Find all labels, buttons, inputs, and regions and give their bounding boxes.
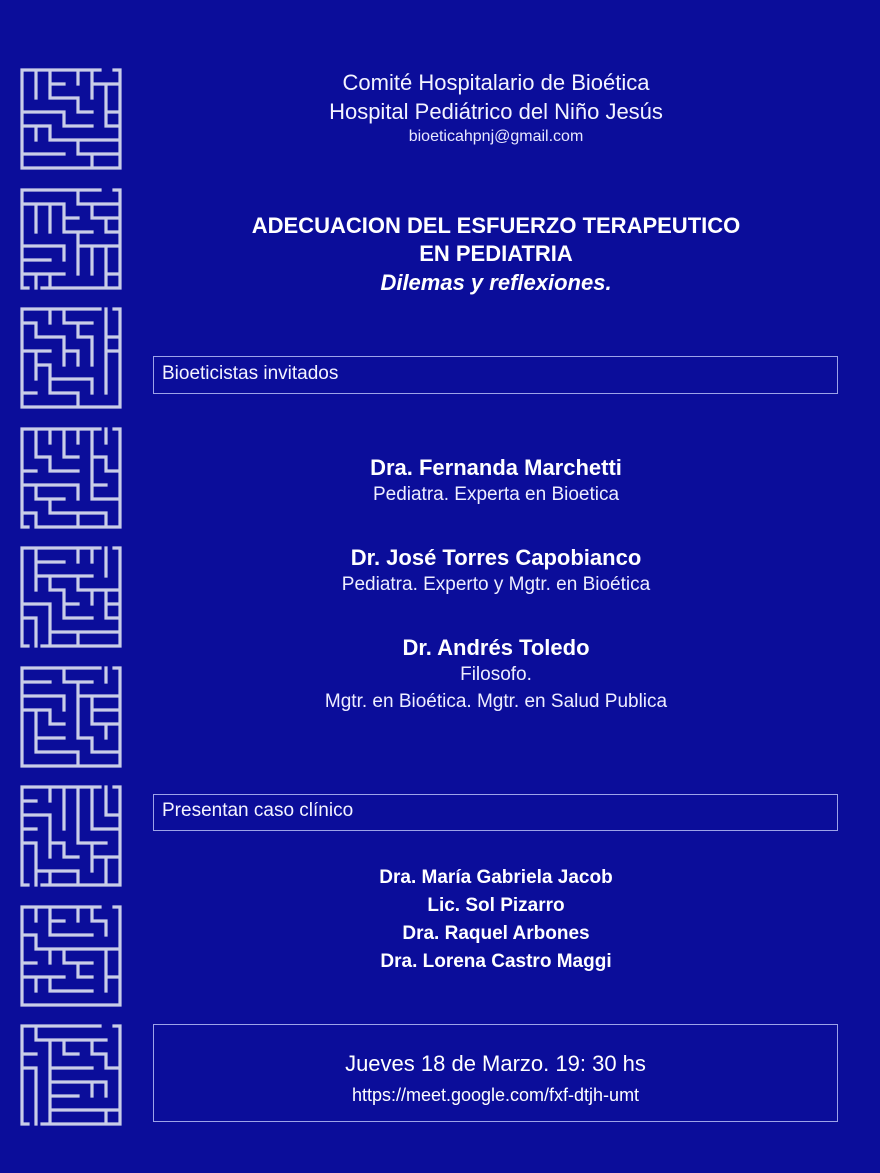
maze-tile-icon xyxy=(20,905,122,1007)
speaker-name: Dr. José Torres Capobianco xyxy=(350,545,642,570)
presenter: Lic. Sol Pizarro xyxy=(427,895,565,916)
maze-tile-icon xyxy=(20,188,122,290)
maze-tile-icon xyxy=(20,1024,122,1126)
header-block xyxy=(150,68,842,126)
presenter: Dra. María Gabriela Jacob xyxy=(379,867,613,888)
maze-tile-icon xyxy=(20,666,122,768)
speaker-role: Pediatra. Experto y Mgtr. en Bioética xyxy=(341,574,651,595)
event-title-line1: ADECUACION DEL ESFUERZO TERAPEUTICO xyxy=(251,213,741,238)
speaker-name: Dr. Andrés Toledo xyxy=(402,635,590,660)
speaker-2 xyxy=(150,545,842,598)
schedule-box xyxy=(153,1024,838,1122)
speaker-role: Filosofo. xyxy=(460,664,532,685)
speaker-1 xyxy=(150,455,842,508)
speaker-role-secondary: Mgtr. en Bioética. Mgtr. en Salud Publica xyxy=(324,691,668,712)
speaker-3 xyxy=(150,635,842,715)
maze-tile-icon xyxy=(20,785,122,887)
speaker-name: Dra. Fernanda Marchetti xyxy=(370,455,622,480)
event-date: Jueves 18 de Marzo. 19: 30 hs xyxy=(345,1051,646,1076)
guests-section-box xyxy=(153,356,838,394)
event-title-line2: EN PEDIATRIA xyxy=(419,241,573,266)
presenter: Dra. Raquel Arbones xyxy=(402,923,590,944)
event-title xyxy=(150,212,842,268)
presenter: Dra. Lorena Castro Maggi xyxy=(380,951,612,972)
meeting-link[interactable]: https://meet.google.com/fxf-dtjh-umt xyxy=(351,1085,640,1105)
maze-tile-icon xyxy=(20,307,122,409)
guests-section-label: Bioeticistas invitados xyxy=(162,363,339,384)
contact-email: bioeticahpnj@gmail.com xyxy=(408,128,584,145)
case-section-label: Presentan caso clínico xyxy=(162,800,354,821)
case-section-box xyxy=(153,794,838,831)
speaker-role: Pediatra. Experta en Bioetica xyxy=(372,484,620,505)
case-presenters xyxy=(150,864,842,976)
event-subtitle: Dilemas y reflexiones. xyxy=(380,270,612,295)
hospital-name: Hospital Pediátrico del Niño Jesús xyxy=(329,99,663,124)
committee-name: Comité Hospitalario de Bioética xyxy=(342,70,650,95)
maze-tile-icon xyxy=(20,68,122,170)
maze-tile-icon xyxy=(20,427,122,529)
maze-tile-icon xyxy=(20,546,122,648)
